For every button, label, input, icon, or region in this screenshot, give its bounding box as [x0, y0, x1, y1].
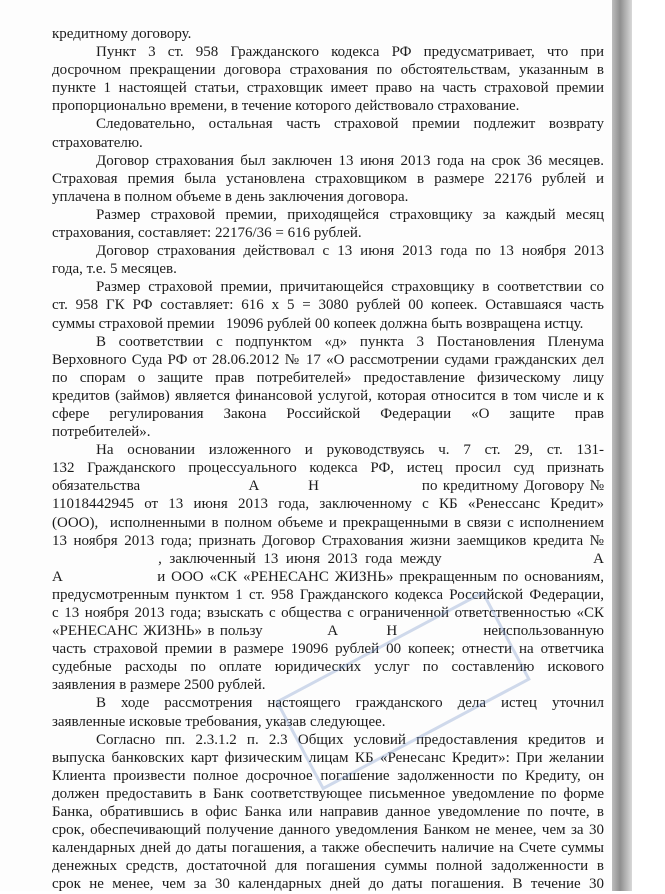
- text-line: 11018442945 от 13 июня 2013 года, заключенному с КБ «Ренессанс Кредит»: [52, 496, 604, 513]
- text-line: «РЕНЕСАНС ЖИЗНЬ» в пользу А Н неиспользованную: [52, 623, 604, 640]
- text-line: страхователю.: [52, 134, 143, 151]
- text-line: выпуска банковских карт физическим лицам КБ «Ренесанс Кредит»: При желании: [52, 749, 604, 766]
- text-line: пропорционально времени, в течение которого действовало страхование.: [52, 98, 520, 115]
- text-line: Договор страхования был заключен 13 июня 2013 года на срок 36 месяцев.: [96, 152, 604, 169]
- text-line: уплачена в полном объеме в день заключения договора.: [52, 188, 409, 205]
- text-line: На основании изложенного и руководствуясь ч. 7 ст. 29, ст. 131-: [96, 442, 604, 459]
- background-margin: [632, 0, 665, 891]
- text-line: часть страховой премии в размере 19096 рублей 00 копеек; отнести на ответчика: [52, 641, 604, 658]
- text-line: предусмотренным пунктом 1 ст. 958 Гражданского кодекса Российской Федерации,: [52, 586, 604, 603]
- text-line: Следовательно, остальная часть страховой премии подлежит возврату: [96, 116, 604, 133]
- text-line: Пункт 3 ст. 958 Гражданского кодекса РФ предусматривает, что при: [96, 44, 604, 61]
- text-line: судебные расходы по оплате юридических услуг по составлению искового: [52, 659, 604, 676]
- text-line: обязательства А Н по кредитному Договору №: [52, 478, 604, 495]
- text-line: заявленные исковые требования, указав следующее.: [52, 713, 386, 730]
- text-line: Согласно пп. 2.3.1.2 п. 2.3 Общих условий предоставления кредитов и: [96, 731, 604, 748]
- text-line: денежных средств, достаточной для погашения суммы полной задолженности в: [52, 858, 604, 875]
- text-line: кредитов (займов) является финансовой услугой, которая относится в том числе и к: [52, 387, 604, 404]
- text-line: кредитному договору.: [52, 26, 192, 42]
- text-line: Клиента произвести полное досрочное погашение задолженности по Кредиту, он: [52, 767, 604, 784]
- text-line: должен предоставить в Банк соответствующее письменное уведомление по форме: [52, 785, 604, 802]
- text-line: страхования, составляет: 22176/36 = 616 рублей.: [52, 225, 362, 242]
- text-line: заявления в размере 2500 рублей.: [52, 677, 266, 694]
- text-line: сфере регулирования Закона Российской Федерации «О защите прав: [52, 405, 604, 422]
- text-line: пункте 1 настоящей статьи, страховщик имеет право на часть страховой премии: [52, 80, 604, 97]
- text-line: Договор страхования действовал с 13 июня 2013 года по 13 ноября 2013: [96, 243, 604, 260]
- text-line: срок не менее, чем за 30 календарных дней до даты погашения. В течение 30: [52, 876, 604, 893]
- text-line: В ходе рассмотрения настоящего гражданского дела истец уточнил: [96, 695, 604, 712]
- text-line: календарных дней до даты погашения, а также обеспечить наличие на Счете суммы: [52, 840, 604, 857]
- text-line: 132 Гражданского процессуального кодекса РФ, истец просил суд признать: [52, 460, 604, 477]
- text-line: (ООО), исполненными в полном объеме и прекращенными в связи с исполнением: [52, 514, 604, 531]
- text-line: досрочном прекращении договора страхования по обстоятельствам, указанным в: [52, 62, 604, 79]
- text-line: по спорам о защите прав потребителей» предоставление физическому лицу: [52, 369, 604, 386]
- page-edge-shadow: [612, 0, 632, 891]
- text-line: Верховного Суда РФ от 28.06.2012 № 17 «О рассмотрении судами гражданских дел: [52, 351, 604, 368]
- text-line: А и ООО «СК «РЕНЕСАНС ЖИЗНЬ» прекращенным по основаниям,: [52, 568, 604, 585]
- text-line: Банка, обратившись в офис Банка или направив данное уведомление по почте, в: [52, 804, 604, 821]
- text-line: суммы страховой премии 19096 рублей 00 копеек должна быть возвращена истцу.: [52, 315, 584, 332]
- text-line: 13 ноября 2013 года; признать Договор Страхования жизни заемщиков кредита №: [52, 532, 604, 549]
- text-line: года, т.е. 5 месяцев.: [52, 261, 177, 278]
- text-line: , заключенный 13 июня 2013 года между А: [52, 550, 604, 567]
- text-line: с 13 ноября 2013 года; взыскать с общества с ограниченной ответственностью «СК: [52, 605, 604, 621]
- text-line: Размер страховой премии, приходящейся страховщику за каждый месяц: [96, 206, 604, 223]
- text-line: В соответствии с подпунктом «д» пункта 3 Постановления Пленума: [96, 333, 604, 350]
- text-line: Размер страховой премии, причитающейся страховщику в соответствии со: [96, 279, 604, 296]
- text-line: потребителей».: [52, 424, 151, 441]
- text-line: срок, обеспечивающий получение данного уведомления Банком не менее, чем за 30: [52, 822, 604, 839]
- text-line: Страховая премия была установлена страховщиком в размере 22176 рублей и: [52, 170, 604, 187]
- text-line: ст. 958 ГК РФ составляет: 616 х 5 = 3080 рублей 00 копеек. Оставшаяся часть: [52, 297, 604, 314]
